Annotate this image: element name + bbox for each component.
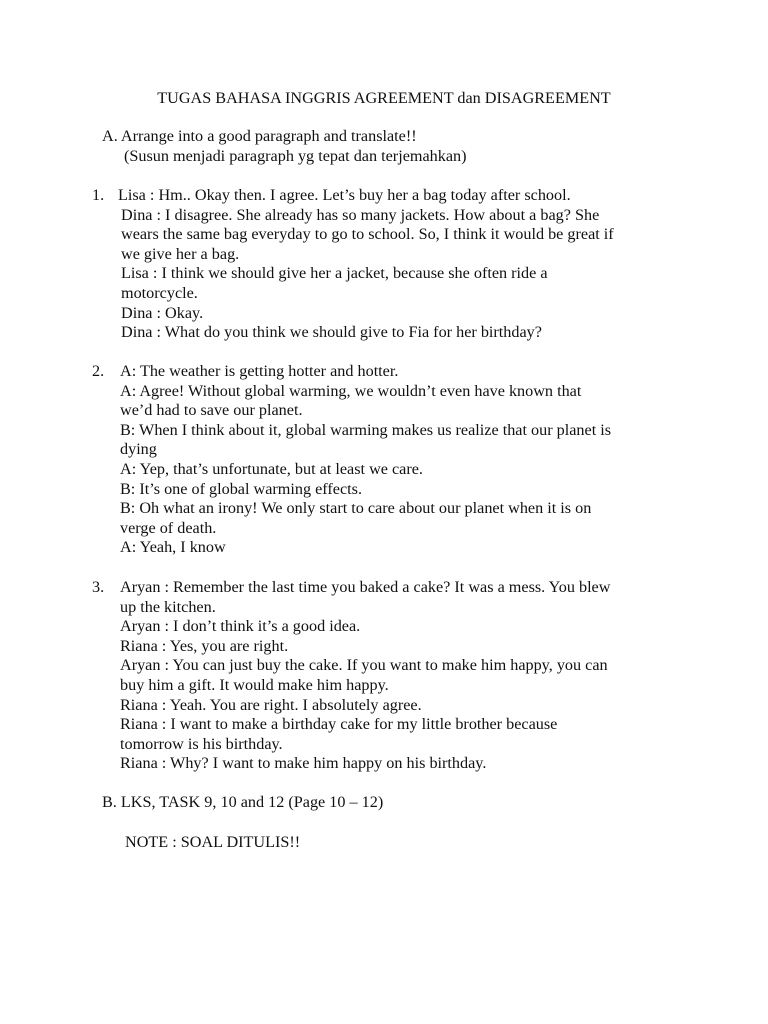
dialog-line: Lisa : Hm.. Okay then. I agree. Let’s buy her a bag today after school. [118, 186, 571, 204]
dialog-line: B: When I think about it, global warming makes us realize that our planet is [120, 420, 612, 439]
dialog-line: A: The weather is getting hotter and hotter. [120, 362, 399, 380]
item-number: 1. [92, 186, 105, 204]
dialog-line: we’d had to save our planet. [120, 401, 303, 420]
dialog-line: A: Yep, that’s unfortunate, but at least we care. [120, 459, 423, 478]
dialog-line: B: Oh what an irony! We only start to care about our planet when it is on [120, 499, 592, 518]
document-title [0, 89, 768, 109]
dialog-lines [118, 186, 688, 343]
section-b: B. LKS, TASK 9, 10 and 12 (Page 10 – 12) [102, 793, 384, 811]
dialog-line: up the kitchen. [120, 597, 216, 616]
dialog-line: Riana : I want to make a birthday cake for my little brother because [120, 715, 558, 734]
dialog-line: verge of death. [120, 518, 217, 537]
dialog-line: B: It’s one of global warming effects. [120, 479, 363, 498]
note: NOTE : SOAL DITULIS!! [125, 833, 301, 851]
dialog-line: buy him a gift. It would make him happy. [120, 675, 389, 694]
dialog-line: A: Yeah, I know [120, 538, 226, 557]
section-a-subheading: (Susun menjadi paragraph yg tepat dan terjemahkan) [124, 146, 467, 165]
section-a [102, 127, 467, 166]
dialog-lines [120, 578, 690, 774]
item-number: 3. [92, 578, 105, 596]
dialog-line: Dina : I disagree. She already has so many jackets. How about a bag? She [121, 205, 600, 224]
dialog-line: dying [120, 440, 157, 459]
dialog-line: Aryan : I don’t think it’s a good idea. [120, 617, 361, 636]
dialog-line: Riana : Why? I want to make him happy on his birthday. [120, 754, 487, 773]
dialog-line: Riana : Yeah. You are right. I absolutely agree. [120, 695, 422, 714]
item-number: 2. [92, 362, 105, 380]
dialog-line: Riana : Yes, you are right. [120, 636, 289, 655]
dialog-lines [120, 362, 690, 558]
dialog-line: wears the same bag everyday to go to school. So, I think it would be great if [121, 225, 614, 244]
dialog-line: tomorrow is his birthday. [120, 734, 283, 753]
section-a-heading: A. Arrange into a good paragraph and translate!! [102, 127, 417, 145]
dialog-line: Aryan : You can just buy the cake. If you want to make him happy, you can [120, 656, 608, 675]
dialog-line: Aryan : Remember the last time you baked a cake? It was a mess. You blew [120, 578, 611, 596]
document-title-text: TUGAS BAHASA INGGRIS AGREEMENT dan DISAGREEMENT [157, 89, 611, 107]
dialog-line: we give her a bag. [121, 244, 240, 263]
dialog-line: Dina : What do you think we should give to Fia for her birthday? [121, 323, 542, 342]
dialog-line: Dina : Okay. [121, 303, 204, 322]
dialog-line: Lisa : I think we should give her a jacket, because she often ride a [121, 264, 548, 283]
dialog-line: motorcycle. [121, 283, 198, 302]
dialog-line: A: Agree! Without global warming, we wouldn’t even have known that [120, 381, 582, 400]
